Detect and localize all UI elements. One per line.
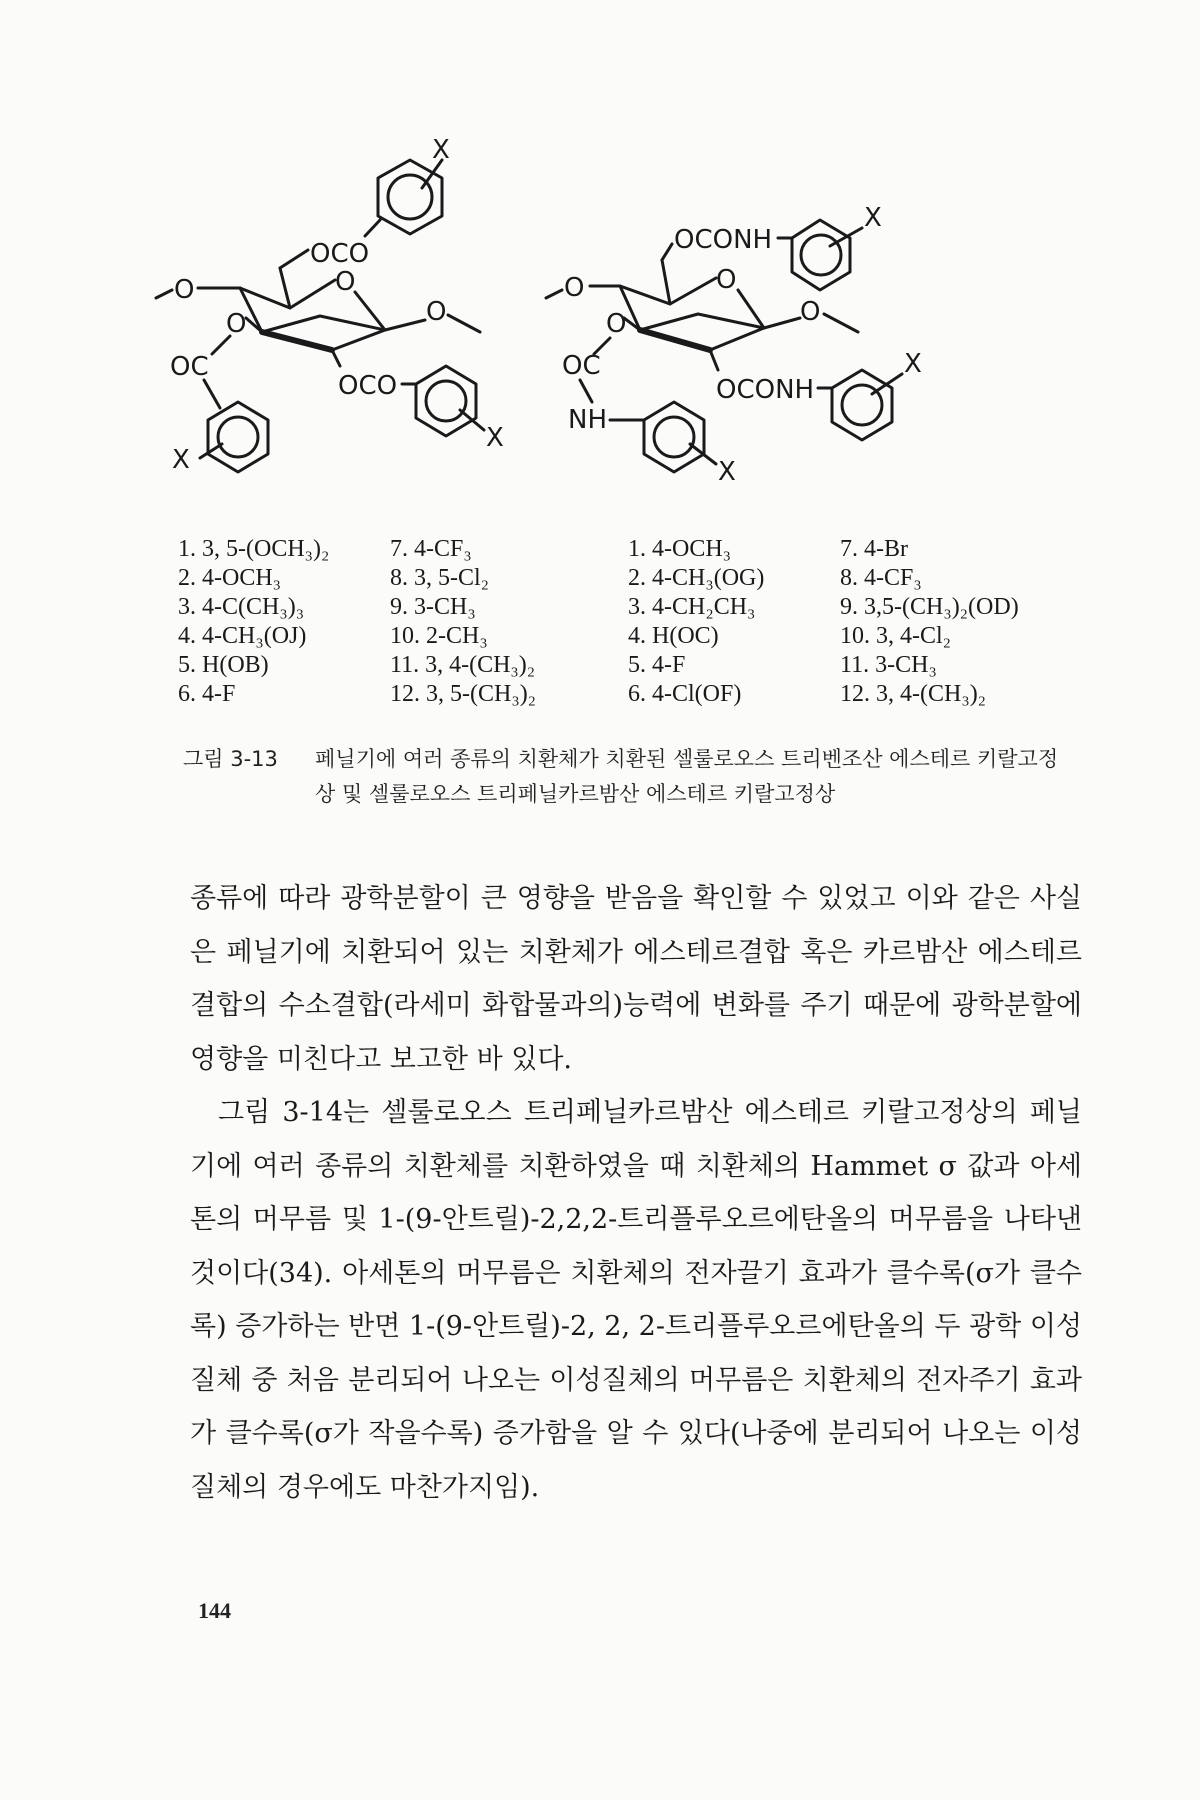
bond-ch2-right xyxy=(662,244,672,260)
label-oconh-bottom: OCONH xyxy=(716,375,815,405)
bond-c2-oco xyxy=(332,350,340,366)
label-o-mid: O xyxy=(226,309,247,339)
label-x-bottom: X xyxy=(486,423,504,453)
list-item: 11. 3, 4-(CH₃)₂ xyxy=(390,652,536,678)
right-list-col2 xyxy=(840,535,1019,709)
list-item: 9. 3-CH₃ xyxy=(390,594,476,620)
bond-o-left-chain xyxy=(156,290,172,298)
list-item: 8. 3, 5-Cl₂ xyxy=(390,565,490,591)
bond-o-mid-oc xyxy=(212,336,230,354)
bond-oc-ring xyxy=(204,380,220,408)
aromatic-circle-bottom-left xyxy=(218,417,258,457)
list-item: 6. 4-F xyxy=(178,681,236,707)
list-item: 5. 4-F xyxy=(628,652,686,678)
bond-c2-oconh xyxy=(710,350,718,370)
list-item: 1. 3, 5-(OCH₃)₂ xyxy=(178,536,330,562)
label-oc-right: OC xyxy=(562,351,601,381)
left-list-col2 xyxy=(390,535,536,709)
bond-ch2 xyxy=(280,250,308,268)
right-list-col1 xyxy=(628,535,764,709)
bold-bond-front xyxy=(262,332,332,350)
bond-oc-nh xyxy=(580,380,592,402)
page-number: 144 xyxy=(198,1598,231,1623)
list-item: 12. 3, 5-(CH₃)₂ xyxy=(390,681,537,707)
label-oco-top: OCO xyxy=(310,239,370,269)
label-o-right-right: O xyxy=(800,297,821,327)
bond-o-left-chain-right xyxy=(546,290,562,298)
left-cellulose-tribenzoate xyxy=(156,135,504,475)
label-oconh-top: OCONH xyxy=(674,225,773,255)
body-text xyxy=(190,872,1082,1514)
label-o-mid-right: O xyxy=(606,309,627,339)
paragraph-2: 그림 3-14는 셀룰로오스 트리페닐카르밤산 에스테르 키랄고정상의 페닐기에 여러 종류의 치환체를 치환하였을 때 치환체의 Hammet σ 값과 아세톤의 머무름 및 1-(9-안트릴)-2,2,2-트리플루오르에탄올의 머무름을 나타낸 것이다(34). 아세톤의 머무름은 치환체의 전자끌기 효과가 클수록(σ가 클수록) 증가하는 반면 1-(9-안트릴)-2, 2, 2-트리플루오르에탄올의 두 광학 이성질체 중 처음 분리되어 나오는 이성질체의 머무름은 치환체의 전자주기 효과가 클수록(σ가 작을수록) 증가함을 알 수 있다(나중에 분리되어 나오는 이성질체의 경우에도 마찬가지임). xyxy=(190,1097,1082,1503)
paragraph-1: 종류에 따라 광학분할이 큰 영향을 받음을 확인할 수 있었고 이와 같은 사실은 페닐기에 치환되어 있는 치환체가 에스테르결합 혹은 카르밤산 에스테르 결합의 수소결합(라세미 화합물과의)능력에 변화를 주기 때문에 광학분할에 영향을 미친다고 보고한 바 있다. xyxy=(190,883,1082,1075)
aromatic-circle-top-right xyxy=(801,235,841,275)
label-o-right: O xyxy=(426,297,447,327)
aromatic-circle-bottom-right xyxy=(426,381,466,421)
label-o-left-right: O xyxy=(564,273,585,303)
list-item: 2. 4-CH₃(OG) xyxy=(628,565,765,591)
label-x-bottom-mid: X xyxy=(718,457,736,487)
bond-o-right xyxy=(385,320,425,330)
list-item: 5. H(OB) xyxy=(178,652,269,678)
bond-o-right-right xyxy=(764,318,800,328)
bold-bond-front-right xyxy=(640,330,710,350)
list-item: 9. 3,5-(CH₃)₂(OD) xyxy=(840,594,1019,620)
list-item: 6. 4-Cl(OF) xyxy=(628,681,742,707)
list-item: 10. 3, 4-Cl₂ xyxy=(840,623,952,649)
list-item: 2. 4-OCH₃ xyxy=(178,565,282,591)
list-item: 10. 2-CH₃ xyxy=(390,623,488,649)
list-item: 1. 4-OCH₃ xyxy=(628,536,732,562)
list-item: 3. 4-C(CH₃)₃ xyxy=(178,594,305,620)
list-item: 7. 4-Br xyxy=(840,536,908,562)
list-item: 8. 4-CF₃ xyxy=(840,565,922,591)
label-o-left: O xyxy=(174,275,195,305)
label-oc: OC xyxy=(170,352,209,382)
figure-3-13 xyxy=(150,135,1080,520)
list-item: 12. 3, 4-(CH₃)₂ xyxy=(840,681,987,707)
chemical-structures-diagram xyxy=(150,135,1080,520)
bond-c6-right xyxy=(662,260,670,304)
label-x-far-right: X xyxy=(904,349,922,379)
label-x-left: X xyxy=(172,445,190,475)
bond-o-right-chain xyxy=(448,315,480,332)
list-item: 11. 3-CH₃ xyxy=(840,652,937,678)
list-item: 4. 4-CH₃(OJ) xyxy=(178,623,307,649)
list-item: 7. 4-CF₃ xyxy=(390,536,472,562)
bond-o-right-chain-right xyxy=(824,314,858,332)
caption-text: 페닐기에 여러 종류의 치환체가 치환된 셀룰로오스 트리벤조산 에스테르 키랄고정상 및 셀룰로오스 트리페닐카르밤산 에스테르 키랄고정상 xyxy=(315,747,1059,806)
right-cellulose-triphenylcarbamate xyxy=(546,203,922,487)
label-ring-o-right: O xyxy=(716,265,737,295)
bond-ring-to-oco xyxy=(365,220,380,236)
caption-label: 그림 3-13 xyxy=(183,747,278,771)
list-item: 3. 4-CH₂CH₃ xyxy=(628,594,756,620)
left-list-col1 xyxy=(178,535,329,709)
label-x-top-right: X xyxy=(864,203,882,233)
label-x-top: X xyxy=(432,135,450,165)
aromatic-circle-bottom-mid xyxy=(654,417,694,457)
label-oco-bottom: OCO xyxy=(338,371,398,401)
list-item: 4. H(OC) xyxy=(628,623,719,649)
bond-c6 xyxy=(280,268,290,308)
label-nh: NH xyxy=(568,405,607,435)
bond-x-top-right xyxy=(830,228,862,246)
label-ring-o: O xyxy=(335,267,356,297)
